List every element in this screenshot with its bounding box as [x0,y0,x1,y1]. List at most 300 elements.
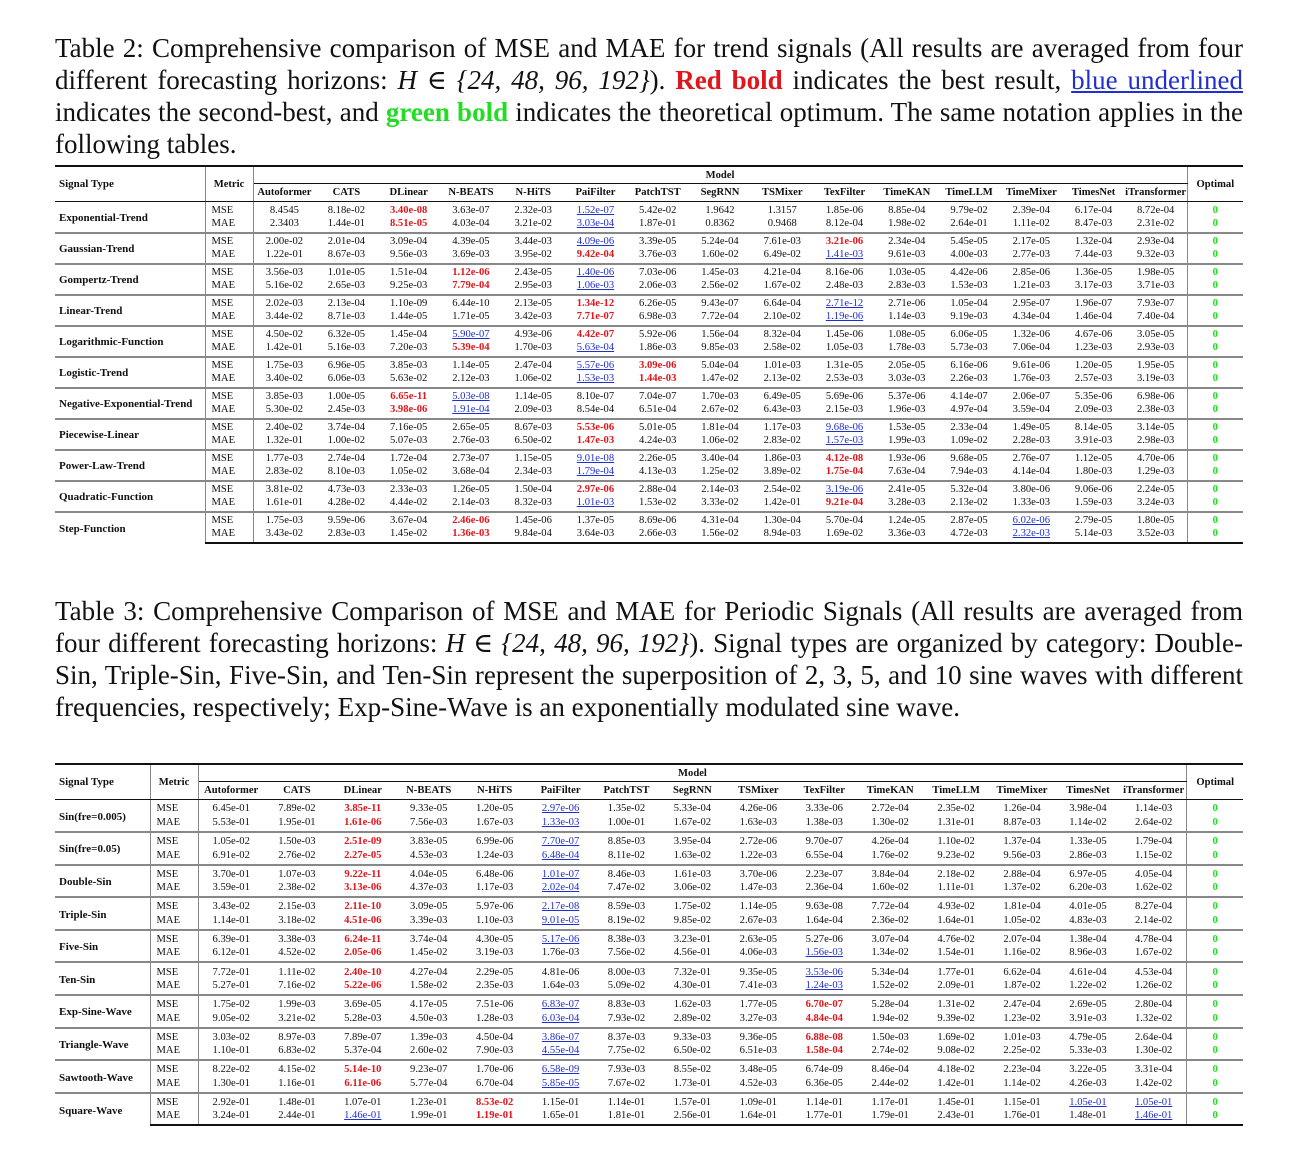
second-best-value-cell: 2.17e-08 [528,897,594,913]
optimal-value: 0 [1187,946,1243,962]
value-cell: 6.51e-03 [739,1045,778,1057]
value-cell: 1.37e-05 [564,512,626,528]
value-cell: 2.07e-04 [989,930,1055,946]
value-cell: 7.75e-02 [607,1045,646,1057]
best-value-cell: 8.53e-02 [462,1093,528,1109]
value-cell: 1.22e-01 [265,248,304,260]
value-cell: 1.64e-03 [541,979,580,991]
value-cell: 2.23e-04 [989,1060,1055,1076]
value-cell: 2.29e-05 [462,962,528,978]
signal-type: Power-Law-Trend [55,450,205,481]
value-cell: 2.33e-03 [378,481,440,497]
signal-type-header: Signal Type [55,764,150,800]
value-cell: 6.48e-06 [462,865,528,881]
value-cell: 2.67e-03 [739,914,778,926]
optimal-value: 0 [1187,865,1243,881]
value-cell: 2.67e-02 [701,403,739,415]
value-cell: 2.47e-04 [502,357,564,373]
value-cell: 3.85e-03 [378,357,440,373]
table-row [55,388,1243,404]
optimal-value: 0 [1187,279,1243,295]
table-row [55,450,1243,466]
value-cell: 9.32e-03 [1136,248,1175,260]
legend-red-bold: Red bold [675,65,783,95]
optimal-value: 0 [1187,914,1243,930]
value-cell: 4.17e-05 [396,995,462,1011]
metric-label: MAE [150,1077,198,1093]
value-cell: 2.93e-04 [1125,233,1187,249]
value-cell: 1.59e-03 [1074,496,1113,508]
value-cell: 3.05e-05 [1125,326,1187,342]
value-cell: 2.44e-02 [871,1077,909,1089]
table3 [55,763,1243,1126]
value-cell: 1.32e-02 [1134,1012,1173,1024]
model-column-header: PatchTST [594,782,660,800]
value-cell: 1.77e-05 [725,995,791,1011]
optimal-value: 0 [1187,419,1243,435]
value-cell: 8.18e-02 [327,205,366,216]
second-best-value-cell: 2.02e-04 [541,882,580,894]
value-cell: 6.70e-04 [475,1077,514,1089]
value-cell: 1.70e-03 [689,388,751,404]
best-value-cell: 3.13e-06 [344,882,382,894]
second-best-value-cell: 6.58e-09 [528,1060,594,1076]
optimal-value: 0 [1187,341,1243,357]
value-cell: 3.95e-04 [659,832,725,848]
value-cell: 1.05e-02 [1003,914,1041,926]
value-cell: 2.64e-02 [1134,816,1173,828]
value-cell: 3.56e-03 [253,264,315,280]
value-cell: 4.79e-05 [1055,1028,1121,1044]
optimal-value: 0 [1187,1077,1243,1093]
value-cell: 8.94e-03 [751,527,813,543]
value-cell: 9.19e-03 [950,310,988,322]
value-cell: 2.09e-03 [1074,403,1113,415]
value-cell: 1.77e-01 [791,1109,857,1125]
best-value-cell: 9.42e-04 [576,248,615,260]
value-cell: 2.09e-01 [937,979,975,991]
value-cell: 2.36e-04 [805,882,843,894]
value-cell: 4.04e-05 [396,865,462,881]
legend-blue-underlined: blue underlined [1071,65,1243,95]
value-cell: 4.93e-02 [923,897,989,913]
value-cell: 1.99e-01 [396,1109,462,1125]
value-cell: 2.36e-02 [871,914,909,926]
value-cell: 9.59e-06 [315,512,377,528]
value-cell: 1.45e-06 [502,512,564,528]
model-column-header: N-BEATS [396,782,462,800]
value-cell: 1.72e-04 [378,450,440,466]
value-cell: 2.43e-01 [923,1109,989,1125]
value-cell: 2.66e-03 [627,527,689,543]
second-best-value-cell: 1.56e-03 [805,947,843,959]
value-cell: 4.76e-02 [923,930,989,946]
optimal-value: 0 [1187,233,1243,249]
value-cell: 1.00e-01 [607,816,646,828]
value-cell: 4.50e-02 [253,326,315,342]
value-cell: 3.28e-03 [888,496,926,508]
optimal-value: 0 [1187,465,1243,481]
value-cell: 1.47e-02 [701,372,739,384]
best-value-cell: 2.97e-06 [564,481,626,497]
metric-label: MAE [150,848,198,864]
value-cell: 2.06e-07 [1000,388,1062,404]
value-cell: 3.84e-04 [857,865,923,881]
table-row [55,1011,1243,1027]
best-value-cell: 2.40e-10 [330,962,396,978]
best-value-cell: 1.58e-04 [805,1045,843,1057]
value-cell: 2.01e-04 [315,233,377,249]
optimal-value: 0 [1187,962,1243,978]
value-cell: 3.07e-04 [857,930,923,946]
value-cell: 1.45e-04 [378,326,440,342]
value-cell: 3.23e-01 [659,930,725,946]
optimal-value: 0 [1187,1011,1243,1027]
value-cell: 2.13e-05 [502,295,564,311]
value-cell: 3.09e-05 [396,897,462,913]
value-cell: 1.48e-01 [264,1093,330,1109]
value-cell: 8.46e-03 [594,865,660,881]
value-cell: 1.14e-05 [725,897,791,913]
value-cell: 1.61e-01 [265,496,304,508]
value-cell: 2.10e-02 [763,310,801,322]
value-cell: 1.29e-03 [1136,465,1175,477]
model-column-header: TSMixer [725,782,791,800]
value-cell: 2.48e-03 [825,279,864,291]
value-cell: 9.25e-03 [389,279,428,291]
value-cell: 1.31e-02 [923,995,989,1011]
value-cell: 3.03e-02 [198,1028,264,1044]
value-cell: 6.43e-03 [763,403,801,415]
value-cell: 5.77e-04 [410,1077,448,1089]
value-cell: 2.69e-05 [1055,995,1121,1011]
value-cell: 8.83e-03 [594,995,660,1011]
value-cell: 1.17e-03 [751,419,813,435]
value-cell: 2.65e-03 [327,279,366,291]
value-cell: 6.55e-04 [805,849,843,861]
best-value-cell: 6.88e-08 [791,1028,857,1044]
value-cell: 2.47e-04 [989,995,1055,1011]
second-best-value-cell: 7.70e-07 [528,832,594,848]
value-cell: 4.81e-06 [528,962,594,978]
value-cell: 2.58e-02 [763,341,801,353]
value-cell: 2.79e-05 [1062,512,1124,528]
value-cell: 1.51e-04 [378,264,440,280]
table-row [55,1060,1243,1076]
value-cell: 3.17e-03 [1074,279,1113,291]
value-cell: 1.15e-01 [528,1093,594,1109]
value-cell: 7.32e-01 [659,962,725,978]
table-row [55,1109,1243,1125]
value-cell: 1.28e-03 [475,1012,514,1024]
value-cell: 1.37e-02 [1003,882,1041,894]
value-cell: 3.44e-03 [502,233,564,249]
value-cell: 3.27e-03 [739,1012,778,1024]
value-cell: 3.70e-06 [725,865,791,881]
metric-label: MAE [205,465,253,481]
value-cell: 5.63e-02 [389,372,428,384]
value-cell: 2.13e-02 [763,372,801,384]
value-cell: 3.63e-07 [452,205,490,216]
value-cell: 1.23e-01 [396,1093,462,1109]
value-cell: 4.56e-01 [673,947,712,959]
value-cell: 3.33e-06 [805,803,843,815]
second-best-value-cell: 1.53e-03 [576,372,615,384]
value-cell: 2.28e-03 [1012,434,1050,446]
value-cell: 2.74e-02 [871,1045,909,1057]
value-cell: 1.86e-03 [751,450,813,466]
value-cell: 1.46e-04 [1074,310,1113,322]
value-cell: 3.98e-04 [1069,803,1107,815]
value-cell: 9.61e-06 [1000,357,1062,373]
value-cell: 1.08e-05 [876,326,938,342]
second-best-value-cell: 2.97e-06 [541,803,580,815]
best-value-cell: 3.98e-06 [389,403,428,415]
value-cell: 1.62e-03 [659,995,725,1011]
value-cell: 9.84e-04 [502,527,564,543]
value-cell: 4.93e-06 [502,326,564,342]
value-cell: 2.02e-03 [253,295,315,311]
value-cell: 5.01e-05 [627,419,689,435]
value-cell: 7.63e-04 [888,465,926,477]
second-best-value-cell: 1.79e-04 [576,465,615,477]
value-cell: 4.44e-02 [389,496,428,508]
value-cell: 1.93e-06 [876,450,938,466]
value-cell: 2.34e-04 [876,233,938,249]
value-cell: 3.19e-03 [1136,372,1175,384]
value-cell: 1.71e-05 [452,310,490,322]
metric-label: MAE [205,341,253,357]
value-cell: 2.65e-05 [440,419,502,435]
signal-type: Sin(fre=0.05) [55,832,150,865]
value-cell: 8.47e-03 [1074,217,1113,229]
value-cell: 3.06e-02 [673,882,712,894]
optimal-value: 0 [1187,995,1243,1011]
second-best-value-cell: 5.17e-06 [528,930,594,946]
value-cell: 1.24e-05 [876,512,938,528]
value-cell: 2.05e-05 [876,357,938,373]
model-column-header: PatchTST [627,184,689,202]
value-cell: 1.32e-01 [265,434,304,446]
value-cell: 9.63e-08 [791,897,857,913]
value-cell: 1.64e-01 [725,1109,791,1125]
metric-label: MSE [205,388,253,404]
model-column-header: CATS [315,184,377,202]
value-cell: 1.3157 [767,205,797,216]
optimal-value: 0 [1187,450,1243,466]
value-cell: 3.52e-03 [1125,527,1187,543]
value-cell: 2.00e-02 [253,233,315,249]
value-cell: 7.61e-03 [751,233,813,249]
best-value-cell: 6.65e-11 [378,388,440,404]
value-cell: 3.40e-02 [265,372,304,384]
value-cell: 4.39e-05 [440,233,502,249]
value-cell: 5.16e-02 [265,279,304,291]
table-row [55,946,1243,962]
value-cell: 1.09e-02 [950,434,988,446]
value-cell: 1.96e-03 [888,403,926,415]
signal-type: Linear-Trend [55,295,205,326]
value-cell: 1.14e-01 [594,1093,660,1109]
value-cell: 1.45e-02 [378,527,440,543]
value-cell: 3.42e-03 [514,310,552,322]
value-cell: 8.37e-03 [594,1028,660,1044]
value-cell: 2.54e-02 [751,481,813,497]
value-cell: 0.9468 [767,217,797,229]
value-cell: 5.37e-06 [876,388,938,404]
value-cell: 1.80e-03 [1074,465,1113,477]
value-cell: 4.13e-03 [639,465,677,477]
best-value-cell: 2.11e-10 [330,897,396,913]
value-cell: 1.30e-02 [1134,1045,1173,1057]
value-cell: 2.24e-05 [1125,481,1187,497]
value-cell: 7.51e-06 [462,995,528,1011]
value-cell: 5.45e-05 [938,233,1000,249]
signal-type: Logistic-Trend [55,357,205,388]
value-cell: 1.54e-01 [937,947,975,959]
value-cell: 1.39e-03 [396,1028,462,1044]
table-row [55,512,1243,528]
value-cell: 7.41e-03 [739,979,778,991]
value-cell: 4.67e-06 [1062,326,1124,342]
value-cell: 1.96e-07 [1062,295,1124,311]
value-cell: 2.83e-02 [763,434,801,446]
optimal-value: 0 [1187,388,1243,404]
value-cell: 1.09e-01 [725,1093,791,1109]
value-cell: 4.30e-01 [673,979,712,991]
value-cell: 8.38e-03 [594,930,660,946]
value-cell: 7.94e-03 [950,465,988,477]
value-cell: 3.67e-04 [378,512,440,528]
best-value-cell: 7.71e-07 [576,310,615,322]
value-cell: 7.72e-04 [857,897,923,913]
value-cell: 4.03e-04 [452,217,490,229]
metric-label: MAE [205,217,253,233]
value-cell: 8.54e-04 [576,403,615,415]
second-best-value-cell: 1.01e-03 [576,496,615,508]
optimal-value: 0 [1187,295,1243,311]
value-cell: 1.75e-03 [253,512,315,528]
value-cell: 7.03e-06 [627,264,689,280]
value-cell: 1.95e-01 [278,816,316,828]
table-row [55,816,1243,832]
value-cell: 8.12e-04 [825,217,864,229]
value-cell: 4.15e-02 [264,1060,330,1076]
value-cell: 7.72e-01 [198,962,264,978]
optimal-value: 0 [1187,372,1243,388]
value-cell: 7.56e-03 [410,816,448,828]
model-column-header: DLinear [330,782,396,800]
value-cell: 3.81e-02 [253,481,315,497]
table-row [55,279,1243,295]
value-cell: 1.10e-09 [378,295,440,311]
metric-label: MSE [205,326,253,342]
value-cell: 6.98e-06 [1125,388,1187,404]
value-cell: 1.31e-01 [937,816,975,828]
value-cell: 6.20e-03 [1069,882,1107,894]
metric-label: MAE [150,979,198,995]
value-cell: 1.38e-04 [1055,930,1121,946]
optimal-value: 0 [1187,202,1243,218]
value-cell: 5.30e-02 [265,403,304,415]
value-cell: 1.64e-01 [937,914,975,926]
table-row [55,310,1243,326]
value-cell: 1.42e-02 [1134,1077,1173,1089]
metric-label: MAE [150,1044,198,1060]
value-cell: 1.87e-01 [639,217,677,229]
value-cell: 8.71e-03 [327,310,366,322]
value-cell: 1.00e-05 [315,388,377,404]
value-cell: 1.20e-05 [1062,357,1124,373]
value-cell: 2.92e-01 [198,1093,264,1109]
table-row [55,832,1243,848]
model-column-header: TimeLLM [938,184,1000,202]
value-cell: 2.83e-02 [265,465,304,477]
value-cell: 1.16e-01 [278,1077,316,1089]
model-column-header: Autoformer [198,782,264,800]
value-cell: 2.98e-03 [1136,434,1175,446]
value-cell: 2.60e-02 [410,1045,448,1057]
value-cell: 7.89e-02 [278,803,316,815]
value-cell: 7.16e-02 [278,979,316,991]
value-cell: 1.15e-02 [1134,849,1173,861]
value-cell: 1.32e-04 [1062,233,1124,249]
table-row [55,372,1243,388]
value-cell: 2.74e-04 [315,450,377,466]
value-cell: 9.06e-06 [1062,481,1124,497]
signal-type: Exp-Sine-Wave [55,995,150,1028]
value-cell: 5.09e-02 [607,979,646,991]
value-cell: 1.67e-03 [475,816,514,828]
table-row [55,527,1243,543]
value-cell: 3.24e-03 [1136,496,1175,508]
second-best-value-cell: 1.40e-06 [564,264,626,280]
value-cell: 8.96e-03 [1069,947,1107,959]
value-cell: 8.32e-03 [514,496,552,508]
metric-label: MSE [150,832,198,848]
value-cell: 1.58e-02 [410,979,448,991]
value-cell: 2.83e-03 [315,527,377,543]
value-cell: 4.27e-04 [396,962,462,978]
value-cell: 6.45e-01 [212,803,250,815]
value-cell: 4.00e-03 [950,248,988,260]
best-value-cell: 3.21e-06 [813,233,875,249]
best-value-cell: 1.44e-03 [639,372,677,384]
value-cell: 3.03e-03 [888,372,926,384]
model-column-header: TSMixer [751,184,813,202]
value-cell: 8.19e-02 [607,914,646,926]
value-cell: 1.81e-01 [594,1109,660,1125]
value-cell: 4.14e-04 [1012,465,1050,477]
model-column-header: PaiFilter [528,782,594,800]
value-cell: 1.63e-02 [673,849,712,861]
value-cell: 8.59e-03 [594,897,660,913]
value-cell: 1.79e-01 [857,1109,923,1125]
value-cell: 1.11e-02 [1012,217,1050,229]
table-row [55,800,1243,816]
value-cell: 1.10e-03 [475,914,514,926]
value-cell: 3.48e-05 [725,1060,791,1076]
model-column-header: TimeKAN [876,184,938,202]
value-cell: 2.33e-04 [938,419,1000,435]
value-cell: 5.33e-04 [673,803,712,815]
value-cell: 3.14e-05 [1125,419,1187,435]
metric-label: MSE [205,264,253,280]
value-cell: 1.00e-02 [327,434,366,446]
value-cell: 1.30e-02 [871,816,909,828]
best-value-cell: 1.12e-06 [440,264,502,280]
value-cell: 1.26e-05 [440,481,502,497]
